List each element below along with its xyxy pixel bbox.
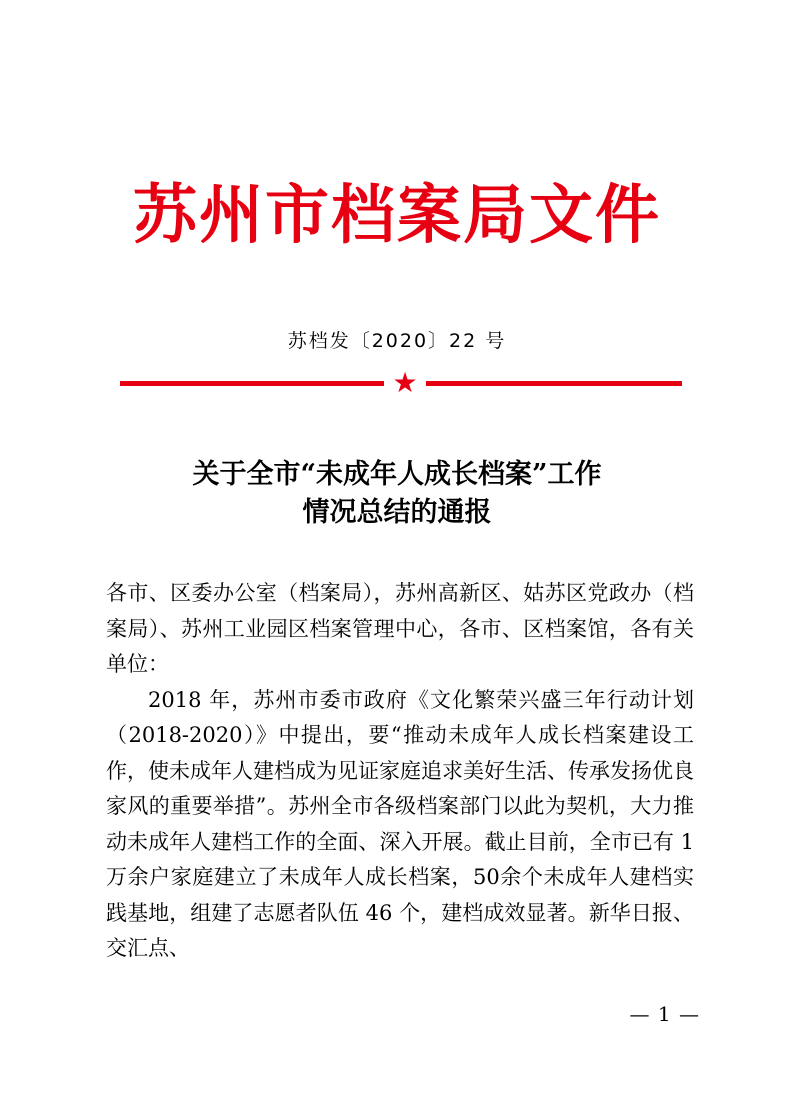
title-line-2: 情况总结的通报 bbox=[302, 497, 492, 528]
star-icon: ★ bbox=[392, 366, 418, 399]
document-number: 苏档发〔2020〕22 号 bbox=[287, 330, 507, 352]
title-line-1: 关于全市“未成年人成长档案”工作 bbox=[192, 459, 602, 490]
page-number: — 1 — bbox=[629, 1002, 700, 1026]
document-title bbox=[0, 456, 794, 532]
red-divider bbox=[120, 366, 682, 399]
divider-line-right bbox=[426, 381, 682, 386]
body-paragraph: 2018 年，苏州市委市政府《文化繁荣兴盛三年行动计划（2018-2020）》中提出，要“推动未成年人成长档案建设工作，使未成年人建档成为见证家庭追求美好生活、传承发扬优良家风的重要举措”。苏州全市各级档案部门以此为契机，大力推动未成年人建档工作的全面、深入开展。截止目前，全市已有 1 万余户家庭建立了未成年人成长档案，50余个未成年人建档实践基地，组建了志愿者队伍 46 个，建档成效显著。新华日报、交汇点、 bbox=[106, 687, 694, 960]
document-body bbox=[106, 576, 694, 967]
divider-line-left bbox=[120, 381, 384, 386]
salutation: 各市、区委办公室（档案局），苏州高新区、姑苏区党政办（档案局）、苏州工业园区档案管理中心，各市、区档案馆，各有关单位： bbox=[106, 581, 694, 676]
letterhead-title: 苏州市档案局文件 bbox=[133, 178, 661, 253]
